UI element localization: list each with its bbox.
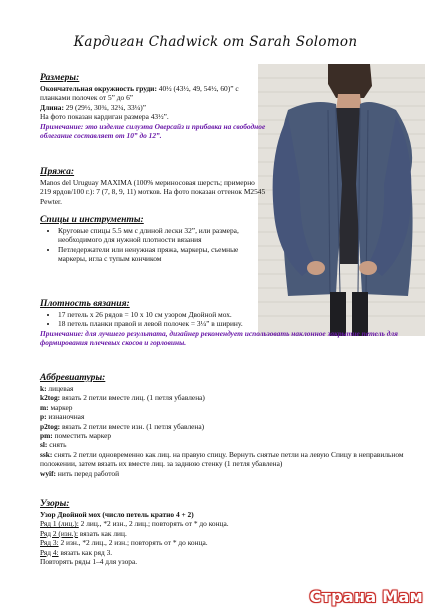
- abbreviation-item: [40, 469, 412, 478]
- yarn-text: Manos del Uruguay MAXIMA (100% мериносовая шерсть; примерно 219 ярдов/100 г.): 7 (7, 8, 9, 11) мотков. На фото показан оттенок M2545 Pewter.: [40, 178, 266, 206]
- abbreviation-item: [40, 393, 412, 402]
- patterns-section: [40, 498, 412, 566]
- abbreviation-def: маркер: [48, 402, 73, 412]
- yarn-section: [40, 166, 266, 206]
- abbreviations-heading: Аббревиатуры:: [40, 372, 106, 383]
- gauge-heading: Плотность вязания:: [40, 298, 130, 309]
- chest-label: Окончательная окружность груди:: [40, 84, 157, 93]
- pattern-row-text: 2 лиц., *2 изн., 2 лиц.; повторять от * до конца.: [78, 519, 229, 529]
- pattern-row: [40, 519, 412, 528]
- pattern-row-label: Ряд 3:: [40, 538, 59, 548]
- abbreviation-def: вязать 2 петли вместе лиц. (1 петля убавлена): [60, 393, 205, 403]
- pattern-row-text: 2 изн., *2 лиц., 2 изн.; повторять от * до конца.: [58, 538, 208, 548]
- oversize-note: Примечание: это изделие силуэта Оверсайз и прибавка на свободное облегание составляет от 10” до 12”.: [40, 121, 266, 141]
- abbreviation-term: p2tog:: [40, 421, 61, 431]
- abbreviation-item: [40, 403, 412, 412]
- patterns-heading: Узоры:: [40, 498, 70, 509]
- needles-heading: Спицы и инструменты:: [40, 214, 144, 225]
- abbreviation-term: sl:: [40, 440, 48, 450]
- pattern-row: [40, 529, 412, 538]
- abbreviation-item: [40, 412, 412, 421]
- gauge-item: • 17 петель х 26 рядов = 10 х 10 см узором Двойной мох.: [58, 310, 268, 319]
- needles-item: • Петледержатели или ненужная пряжа, маркеры, съемные маркеры, игла с тупым кончиком: [58, 245, 266, 264]
- abbreviation-term: k2tog:: [40, 393, 61, 403]
- abbreviation-item: [40, 384, 412, 393]
- length-label: Длина:: [40, 102, 64, 112]
- abbreviation-def: снять 2 петли одновременно как лиц. на правую спицу. Вернуть снятые петли на левую Спицу в неправильном положении, затем вязать их вместе лиц. за заднюю стенку (1 петля убавлена): [40, 449, 404, 469]
- pattern-row: [40, 538, 412, 547]
- gauge-item: • 18 петель планки правой и левой полочек = 3¼” в ширину.: [58, 319, 412, 328]
- sizes-heading: Размеры:: [40, 72, 80, 83]
- abbreviation-item: [40, 440, 412, 449]
- abbreviation-term: p:: [40, 412, 47, 422]
- pattern-row-label: Ряд 4:: [40, 547, 59, 557]
- gauge-list: [40, 310, 268, 319]
- yarn-heading: Пряжа:: [40, 166, 75, 177]
- gauge-list-2: [40, 319, 412, 328]
- abbreviation-def: вязать 2 петли вместе изн. (1 петля убавлена): [60, 421, 205, 431]
- abbreviation-item: [40, 431, 412, 440]
- abbreviation-item: [40, 450, 412, 469]
- gauge-section: [40, 298, 412, 348]
- chest-value: 40½ (43½, 49, 54½, 60)” с планками полочек от 5” до 6”: [40, 84, 239, 103]
- abbreviation-def: лицевая: [46, 384, 74, 393]
- abbreviation-def: поместить маркер: [52, 431, 112, 441]
- abbreviation-term: pm:: [40, 431, 53, 441]
- needles-section: [40, 214, 266, 264]
- site-watermark: Страна Мам: [309, 587, 423, 606]
- abbreviation-term: m:: [40, 402, 49, 412]
- pattern-row: [40, 548, 412, 557]
- pattern-subheading: Узор Двойной мох (число петель кратно 4 + 2): [40, 510, 194, 519]
- chest-measurement: [40, 84, 266, 103]
- abbreviation-term: ssk:: [40, 449, 53, 459]
- needles-list: [40, 226, 266, 264]
- abbreviation-def: нить перед работой: [56, 468, 120, 478]
- pattern-row-label: Ряд 1 (лиц.):: [40, 519, 79, 529]
- abbreviation-def: изнаночная: [46, 412, 85, 422]
- pattern-repeat: Повторять ряды 1–4 для узора.: [40, 557, 138, 567]
- length-measurement: [40, 103, 266, 112]
- abbreviation-term: k:: [40, 384, 47, 393]
- abbreviations-section: [40, 372, 412, 478]
- abbreviation-def: снять: [47, 440, 67, 450]
- needles-item: • Круговые спицы 5.5 мм с длиной лески 32”, или размера, необходимого для нужной плотности вязания: [58, 226, 266, 245]
- abbreviation-term: wyif:: [40, 468, 57, 478]
- page-title: Кардиган Chadwick от Sarah Solomon: [73, 34, 358, 50]
- abbreviation-item: [40, 422, 412, 431]
- pattern-row-text: вязать как ряд 3.: [58, 547, 113, 557]
- pattern-row-label: Ряд 2 (изн.):: [40, 528, 79, 538]
- gauge-note: Примечание: для лучшего результата, дизайнер рекомендует использовать наклонное закрытие петель для формирования плечевых скосов и горловины.: [40, 328, 398, 348]
- sizes-section: [40, 72, 266, 140]
- length-value: 29 (29½, 30¾, 32¼, 33¼)”: [63, 102, 147, 112]
- photo-size-note: На фото показан кардиган размера 43½”.: [40, 112, 169, 122]
- cardigan-photo: [258, 64, 425, 336]
- pattern-row-text: вязать как лиц.: [78, 528, 127, 538]
